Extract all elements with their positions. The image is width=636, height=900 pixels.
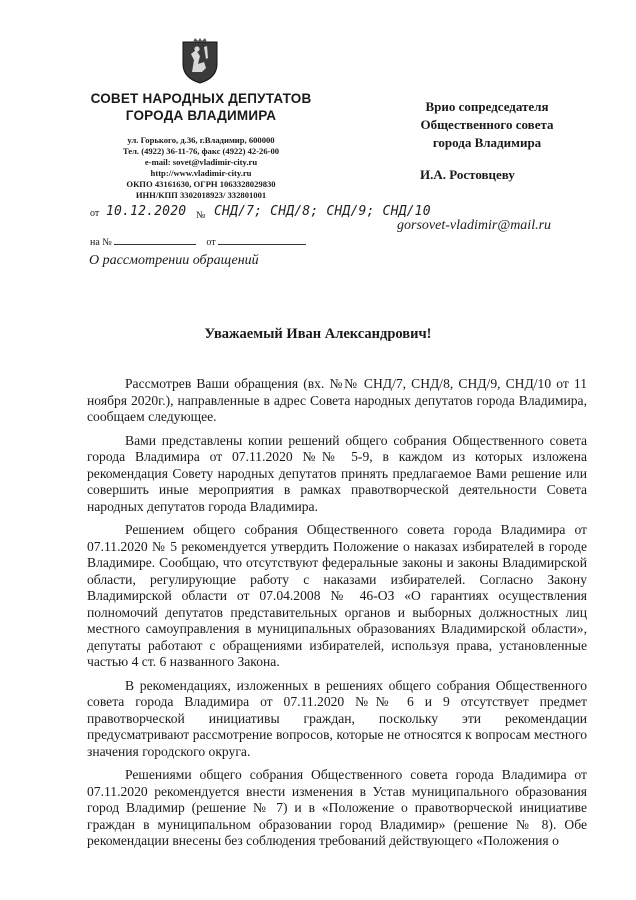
body-paragraph: В рекомендациях, изложенных в решениях общего собрания Общественного совета города Владимира от 07.11.2020 №№ 6 и 9 отсутствует предмет правотворческой инициативы граждан, поскольку эти рекомендации предусматривают рассмотрение вопросов, которые не относятся к вопросам местного значения городского округа. (87, 677, 587, 759)
salutation: Уважаемый Иван Александрович! (204, 326, 432, 342)
organization-email: e-mail: sovet@vladimir-city.ru (144, 156, 258, 167)
reply-date-blank (218, 244, 306, 245)
organization-address: ул. Горького, д.36, г.Владимир, 600000 (127, 135, 275, 145)
organization-phone: Тел. (4922) 36-11-76, факс (4922) 42-26-00 (122, 145, 280, 156)
addressee-line3: города Владимира (432, 135, 542, 150)
addressee-line1: Врио сопредседателя (425, 99, 549, 114)
addressee-block (392, 98, 582, 184)
addressee-name: И.А. Ростовцеву (420, 167, 515, 182)
contact-email: gorsovet-vladimir@mail.ru (397, 218, 552, 233)
registration-numbers: СНД/7; СНД/8; СНД/9; СНД/10 (214, 204, 431, 219)
body-paragraph: Вами представлены копии решений общего собрания Общественного совета города Владимира от 07.11.2020 №№ 5-9, в каждом из которых изложена рекомендация Совету народных депутатов принять предлагаемое Вами решение или совершить иные мероприятия в рамках правотворческой деятельности Совета народных депутатов города Владимира. (87, 432, 587, 514)
organization-inn: ИНН/КПП 3302018923/ 332801001 (135, 189, 267, 200)
organization-name-line1: СОВЕТ НАРОДНЫХ ДЕПУТАТОВ (90, 91, 312, 106)
body-paragraph: Рассмотрев Ваши обращения (вх. №№ СНД/7, СНД/8, СНД/9, СНД/10 от 11 ноября 2020г.), направленные в адрес Совета народных депутатов города Владимира, сообщаем следующее. (87, 376, 587, 424)
organization-website: http://www.vladimir-city.ru (150, 167, 252, 178)
letter-subject: О рассмотрении обращений (89, 253, 259, 268)
letter-body (87, 376, 587, 857)
organization-name (70, 90, 332, 124)
organization-contacts (80, 135, 322, 200)
reply-number-blank (114, 244, 196, 245)
registration-from-label: от (90, 208, 100, 219)
reply-registration-line (90, 237, 306, 248)
organization-name-line2: ГОРОДА ВЛАДИМИРА (125, 108, 277, 123)
organization-okpo: ОКПО 43161630, ОГРН 1063328029830 (126, 178, 276, 189)
registration-number-label: № (196, 210, 206, 221)
body-paragraph: Решением общего собрания Общественного совета города Владимира от 07.11.2020 № 5 рекомендуется утвердить Положение о наказах избирателей в городе Владимире. Сообщаю, что отсутствуют федеральные законы и законы Владимирской области, регулирующие работу с наказами избирателей. Согласно Закону Владимирской области от 07.04.2008 № 46-ОЗ «О гарантиях осуществления полномочий депутатов представительных органов и выборных должностных лиц местного самоуправления в муниципальных образованиях Владимирской области», депутаты работают с обращениями избирателей, используя права, установленные частью 4 ст. 6 названного Закона. (87, 522, 587, 669)
city-coat-of-arms-icon (180, 38, 220, 84)
addressee-line2: Общественного совета (420, 117, 554, 132)
registration-date: 10.12.2020 (106, 204, 187, 219)
body-paragraph: Решениями общего собрания Общественного совета города Владимира от 07.11.2020 рекомендуется внести изменения в Устав муниципального образования город Владимир (решение № 7) и в «Положение о правотворческой инициативе граждан в муниципальном образовании город Владимир» (решение № 8). Обе рекомендации внесены без соблюдения требований действующего «Положения о (87, 767, 587, 848)
reply-number-label: на № (90, 237, 112, 248)
reply-from-label: от (206, 237, 216, 248)
